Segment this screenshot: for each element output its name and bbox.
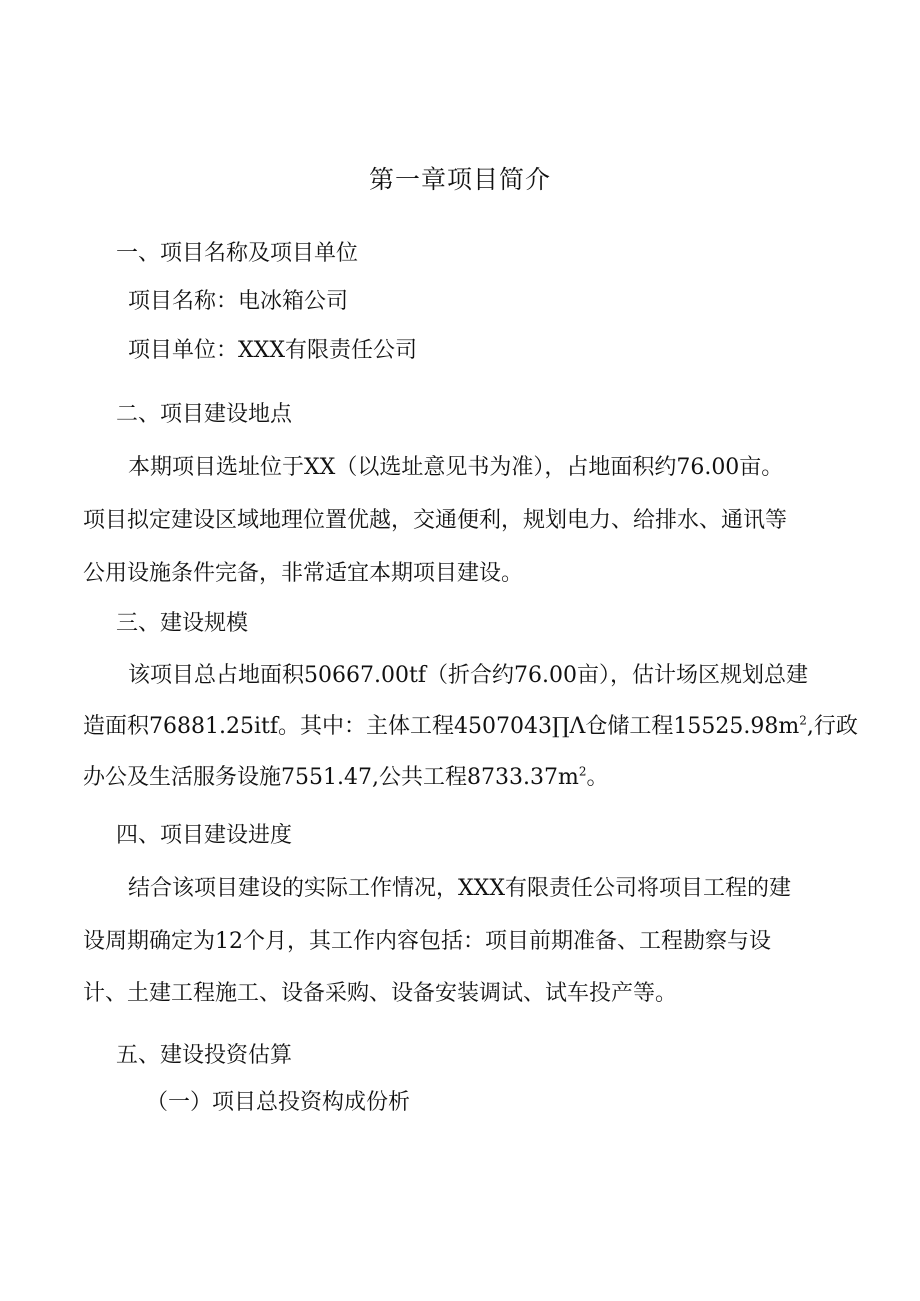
chapter-title: 第一章项目简介	[368, 165, 551, 194]
section-heading-scale: 三、建设规模	[116, 611, 249, 636]
scale-paragraph-line	[83, 709, 858, 745]
scale-text: 造面积76881.25itf。其中：主体工程4507043∏Λ仓储工程15525.98m	[83, 714, 800, 739]
scale-text: 。	[586, 765, 609, 790]
scale-text: ,行政	[806, 714, 858, 739]
project-name-line: 项目名称：电冰箱公司	[128, 289, 349, 314]
location-paragraph-line: 项目拟定建设区域地理位置优越，交通便利，规划电力、给排水、通讯等	[83, 508, 788, 533]
section-heading-schedule: 四、项目建设进度	[116, 823, 293, 848]
subsection-heading-investment-composition: （一）项目总投资构成份析	[146, 1090, 411, 1115]
section-heading-investment: 五、建设投资估算	[116, 1043, 293, 1068]
section-heading-project-name-unit: 一、项目名称及项目单位	[116, 241, 359, 266]
location-paragraph-line: 公用设施条件完备，非常适宜本期项目建设。	[83, 561, 524, 586]
schedule-paragraph-line: 结合该项目建设的实际工作情况，XXX有限责任公司将项目工程的建	[128, 876, 791, 901]
section-heading-location: 二、项目建设地点	[116, 402, 293, 427]
scale-paragraph-line	[83, 760, 608, 796]
superscript: 2	[578, 764, 587, 779]
scale-text: 办公及生活服务设施7551.47,公共工程8733.37m	[83, 765, 579, 790]
scale-paragraph-line: 该项目总占地面积50667.00tf（折合约76.00亩），估计场区规划总建	[128, 663, 808, 688]
project-unit-line: 项目单位：XXX有限责任公司	[128, 338, 417, 363]
schedule-paragraph-line: 计、土建工程施工、设备采购、设备安装调试、试车投产等。	[83, 981, 678, 1006]
schedule-paragraph-line: 设周期确定为12个月，其工作内容包括：项目前期准备、工程勘察与设	[83, 929, 771, 954]
location-paragraph-line: 本期项目选址位于XX（以选址意见书为准），占地面积约76.00亩。	[128, 455, 784, 480]
superscript: 2	[799, 713, 807, 728]
